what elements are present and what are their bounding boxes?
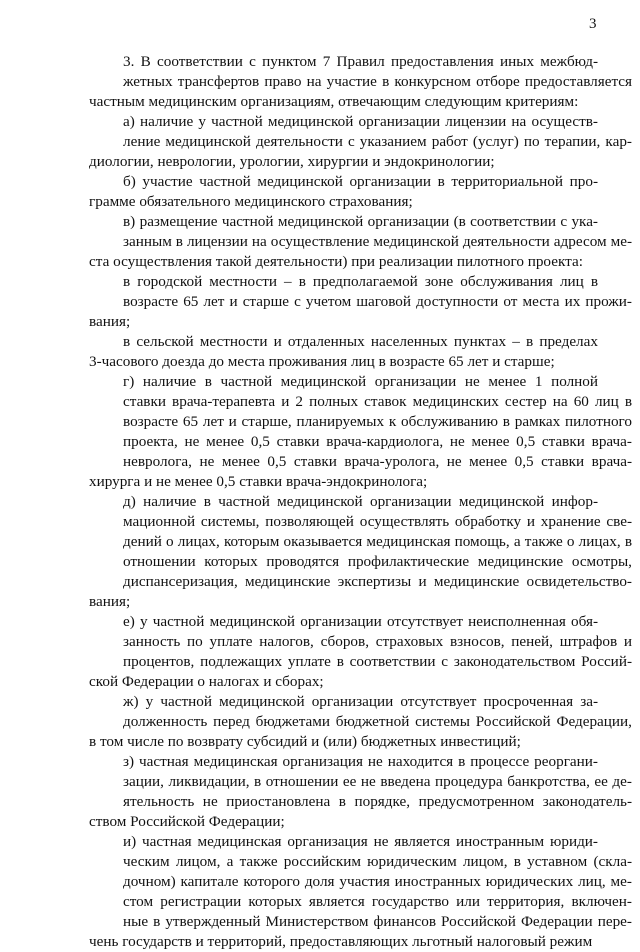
text-line: ж) у частной медицинской организации отсутствует просроченная за- bbox=[123, 693, 598, 710]
text-line: жетных трансфертов право на участие в конкурсном отборе предоставляется bbox=[123, 73, 633, 90]
text-line: ление медицинской деятельности с указанием работ (услуг) по терапии, кар- bbox=[123, 133, 632, 150]
paragraph-pg bbox=[89, 372, 633, 492]
text-line: чень государств и территорий, предоставляющих льготный налоговый режим bbox=[89, 933, 593, 950]
text-line: в сельской местности и отдаленных населенных пунктах – в пределах bbox=[123, 333, 598, 350]
text-line: и) частная медицинская организация не является иностранным юриди- bbox=[123, 833, 598, 850]
text-line: ные в утвержденный Министерством финансов Российской Федерации пере- bbox=[123, 913, 632, 930]
text-line: б) участие частной медицинской организации в территориальной про- bbox=[123, 173, 599, 190]
text-line: д) наличие в частной медицинской организации медицинской инфор- bbox=[123, 493, 599, 510]
text-line: возрасте 65 лет и старше, планируемых к обслуживанию в рамках пилотного bbox=[123, 413, 633, 430]
text-line: отношении которых проводятся профилактические медицинские осмотры, bbox=[123, 553, 632, 570]
text-line: занным в лицензии на осуществление медицинской деятельности адресом ме- bbox=[123, 233, 633, 250]
text-line: ятельность не приостановлена в порядке, предусмотренном законодатель- bbox=[123, 793, 633, 810]
text-line: невролога, не менее 0,5 ставки врача-уролога, не менее 0,5 ставки врача- bbox=[123, 453, 633, 470]
text-line: а) наличие у частной медицинской организации лицензии на осуществ- bbox=[123, 113, 598, 130]
text-line: вания; bbox=[89, 313, 131, 330]
text-line: диспансеризация, медицинские экспертизы и медицинские освидетельство- bbox=[123, 573, 632, 590]
text-line: вания; bbox=[89, 593, 131, 610]
document-body bbox=[89, 52, 633, 952]
text-line: в том числе по возврату субсидий и (или) бюджетных инвестиций; bbox=[89, 733, 521, 750]
text-line: ческим лицом, а также российским юридическим лицом, в уставном (скла- bbox=[123, 853, 633, 870]
text-line: частным медицинским организациям, отвечающим следующим критериям: bbox=[89, 93, 579, 110]
text-line: мационной системы, позволяющей осуществлять обработку и хранение све- bbox=[123, 513, 633, 530]
page-number: 3 bbox=[589, 16, 597, 32]
text-line: г) наличие в частной медицинской организации не менее 1 полной bbox=[123, 373, 599, 390]
text-line: ставки врача-терапевта и 2 полных ставок медицинских сестер на 60 лиц в bbox=[123, 393, 633, 410]
text-line: в городской местности – в предполагаемой зоне обслуживания лиц в bbox=[123, 273, 599, 290]
text-line: в) размещение частной медицинской организации (в соответствии с ука- bbox=[123, 213, 598, 230]
text-line: хирурга и не менее 0,5 ставки врача-эндокринолога; bbox=[89, 473, 428, 490]
text-line: 3. В соответствии с пунктом 7 Правил предоставления иных межбюд- bbox=[123, 53, 599, 70]
text-line: ством Российской Федерации; bbox=[89, 813, 285, 830]
paragraph-pe bbox=[89, 612, 633, 692]
text-line: долженность перед бюджетами бюджетной системы Российской Федерации, bbox=[123, 713, 632, 730]
text-line: процентов, подлежащих уплате в соответствии с законодательством Россий- bbox=[123, 653, 633, 670]
text-line: е) у частной медицинской организации отсутствует неисполненная обя- bbox=[123, 613, 599, 630]
text-line: проекта, не менее 0,5 ставки врача-кардиолога, не менее 0,5 ставки врача- bbox=[123, 433, 632, 450]
paragraph-pz bbox=[89, 752, 633, 832]
paragraph-pv1 bbox=[89, 272, 632, 332]
text-line: стом регистрации которых является государство или территория, включен- bbox=[123, 893, 632, 910]
text-line: грамме обязательного медицинского страхования; bbox=[89, 193, 413, 210]
paragraph-pd bbox=[89, 492, 633, 612]
paragraph-pzh bbox=[89, 692, 632, 752]
text-line: ста осуществления такой деятельности) при реализации пилотного проекта: bbox=[89, 253, 583, 270]
paragraph-pa bbox=[89, 112, 632, 172]
text-line: 3-часового доезда до места проживания лиц в возрасте 65 лет и старше; bbox=[89, 353, 555, 370]
paragraph-pi bbox=[89, 832, 633, 952]
text-line: диологии, неврологии, урологии, хирургии и эндокринологии; bbox=[89, 153, 495, 170]
text-line: з) частная медицинская организация не находится в процессе реоргани- bbox=[123, 753, 598, 770]
paragraph-pb bbox=[89, 172, 598, 212]
text-line: ской Федерации о налогах и сборах; bbox=[89, 673, 324, 690]
paragraph-pv bbox=[89, 212, 633, 272]
paragraph-pv2 bbox=[89, 332, 598, 372]
text-line: дочном) капитале которого доля участия иностранных юридических лиц, ме- bbox=[123, 873, 632, 890]
text-line: возрасте 65 лет и старше с учетом шаговой доступности от места их прожи- bbox=[123, 293, 632, 310]
text-line: зации, ликвидации, в отношении ее не введена процедура банкротства, ее де- bbox=[123, 773, 632, 790]
text-line: дений о лицах, которым оказывается медицинская помощь, а также о лицах, в bbox=[123, 533, 632, 550]
paragraph-p3 bbox=[89, 52, 633, 112]
text-line: занность по уплате налогов, сборов, страховых взносов, пеней, штрафов и bbox=[123, 633, 633, 650]
